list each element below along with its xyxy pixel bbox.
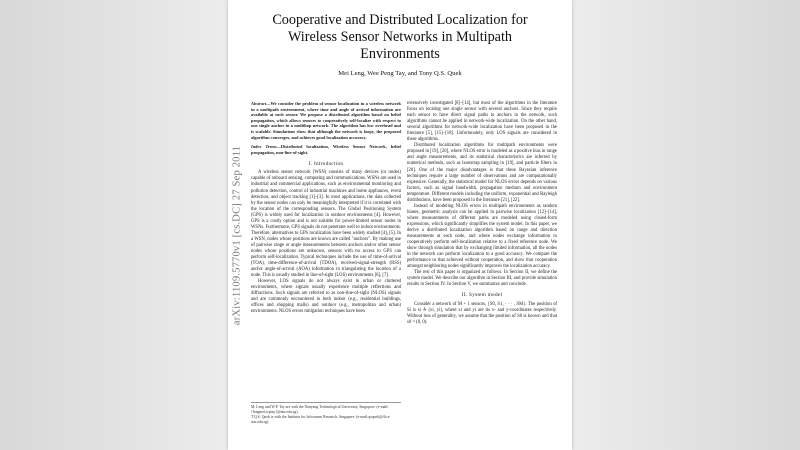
viewer-background-left bbox=[0, 0, 228, 450]
right-paragraph-4: The rest of this paper is organized as follows. In Section II, we define the system model. We describe our algorithm in Section III, and provide simulation results in Section IV. In Section V, we summarize and conclude. bbox=[407, 270, 557, 288]
abstract bbox=[251, 101, 401, 140]
right-paragraph-2: Distributed localization algorithms for multipath environments were proposed in [19], [20], where NLOS error is modeled as a positive bias in range and angle measurements, and its statistical characteristics are inferred by numerical methods, such as bootstrap sampling in [19], and particle filters in [20]. One of the major disadvantages is that these Bayesian inference techniques require a large number of observations and are computationally expensive. Generally, the statistical model for NLOS errors depends on various factors, such as signal bandwidth, propagation medium and environment temperature. Different models including the uniform, exponential and Rayleigh distributions, have been proposed in the literature [21], [22]. bbox=[407, 143, 557, 203]
footnote-2: T.Q.S. Quek is with the Institute for Infocomm Research, Singapore. (e-mail:qsquek@i2r.a-star.edu.sg). bbox=[251, 414, 391, 424]
system-model-paragraph-1: Consider a network of M + 1 sensors, {S0, S1, · · · , SM}. The position of Si is si ≜ (xi, yi), where xi and yi are its x- and y-coordinates respectively. Without loss of generality, we assume that the position of S0 is known and that s0 = (0, 0). bbox=[407, 301, 557, 325]
intro-paragraph-2: However, LOS signals do not always exist in urban or cluttered environments, where signals usually experience multiple reflections and diffractions. Such signals are referred to as non-line-of-sight (NLOS) signals and are commonly encountered in both indoor (e.g., residential buildings, offices and shopping malls) and outdoor (e.g., metropolitan and urban) environments. NLOS errors mitigation techniques have been bbox=[251, 279, 401, 315]
footnote-1: M. Leng and W.P. Tay are with the Nanyang Technological University, Singapore. (e-mail: {lengmei,wptay}@ntu.edu.sg). bbox=[251, 405, 389, 414]
pdf-page bbox=[228, 0, 572, 450]
section-heading-system-model: II. System model bbox=[461, 292, 503, 299]
paper-authors: Mei Leng, Wee Peng Tay, and Tony Q.S. Quek bbox=[338, 70, 462, 77]
intro-paragraph-1: A wireless sensor network (WSN) consists of many devices (or nodes) capable of onboard sensing, computing and communications. WSNs are used in industrial and commercial applications, such as environmental monitoring and pollution detection, control of industrial machines and home appliances, event detection, and object tracking [1]–[3]. In most applications, the data collected by the sensor nodes can only be meaningfully interpreted if it is correlated with the location of the corresponding sensors. The Global Positioning System (GPS) is widely used for localization in outdoor environments [4]. However, GPS is a costly option and is not suitable for power-limited sensor nodes in WSNs. Furthermore, GPS signals do not penetrate well to indoor environments. Therefore, alternatives to GPS localization have been widely studied [4], [5]. In a WSN, nodes whose positions are known are called "anchors". By making use of pairwise range or angle measurements between anchors and/or other sensor nodes whose positions are unknown, sensors with no access to GPS can perform self-localization. Typical techniques include the use of time-of-arrival (TOA), time-difference-of-arrival (TDOA), received-signal-strength (RSS) and/or angle-of-arrival (AOA) information in triangulating the location of a node. This is usually studied in line-of-sight (LOS) environments [6], [7]. bbox=[251, 170, 401, 279]
right-paragraph-1: extensively investigated [8]–[14], but most of the algorithms in the literature focus on locating one single sensor with several anchors. Since they require each sensor to have direct signal paths to anchors in the network, such algorithms cannot be applied in network-wide localization. On the other hand, several algorithms for network-wide localization have been proposed in the literature [5], [15]–[18]. Unfortunately, only LOS signals are considered in these algorithms. bbox=[407, 101, 557, 143]
index-terms-text: —Distributed localization, Wireless Sensor Network, belief propagation, non-line-of-sight. bbox=[251, 144, 401, 155]
left-column bbox=[251, 101, 401, 316]
index-terms bbox=[251, 144, 401, 155]
abstract-text: —We consider the problem of sensor localization in a wireless network in a multipath environment, where time and angle of arrival information are available at each sensor. We propose a distributed algorithm based on belief propagation, which allows sensors to cooperatively self-localize with respect to one single anchor in a multihop network. The algorithm has low overhead and is scalable. Simulations show that although the network is loopy, the proposed algorithm converges, and achieves good localization accuracy. bbox=[251, 101, 401, 140]
section-heading-introduction: I. Introduction bbox=[308, 161, 344, 168]
paper-title: Cooperative and Distributed Localization for Wireless Sensor Networks in Multipath Environments bbox=[272, 12, 528, 62]
right-paragraph-3: Instead of modeling NLOS errors in multipath environments as random biases, geometric analysis can be applied in pairwise localization [12]–[14], where measurements of different paths are modeled using closed-form expressions, which significantly simplifies the system model. In this paper, we derive a distributed localization algorithm based on range and direction measurements at each node, and where nodes exchange information to cooperatively perform self-localization relative to a fixed reference node. We show through simulation that by exchanging limited information, all the nodes in the network can perform localization to a good accuracy. We compare the performance to that achieved without cooperation, and show that cooperation amongst neighboring nodes significantly improves the localization accuracy. bbox=[407, 203, 557, 270]
arxiv-stamp: arXiv:1109.5770v1 [cs.DC] 27 Sep 2011 bbox=[231, 145, 243, 326]
viewer-background-right bbox=[572, 0, 800, 450]
index-terms-label: Index Terms bbox=[251, 144, 277, 150]
abstract-label: Abstract bbox=[251, 101, 267, 106]
right-column bbox=[407, 101, 557, 326]
footnotes bbox=[251, 402, 401, 425]
